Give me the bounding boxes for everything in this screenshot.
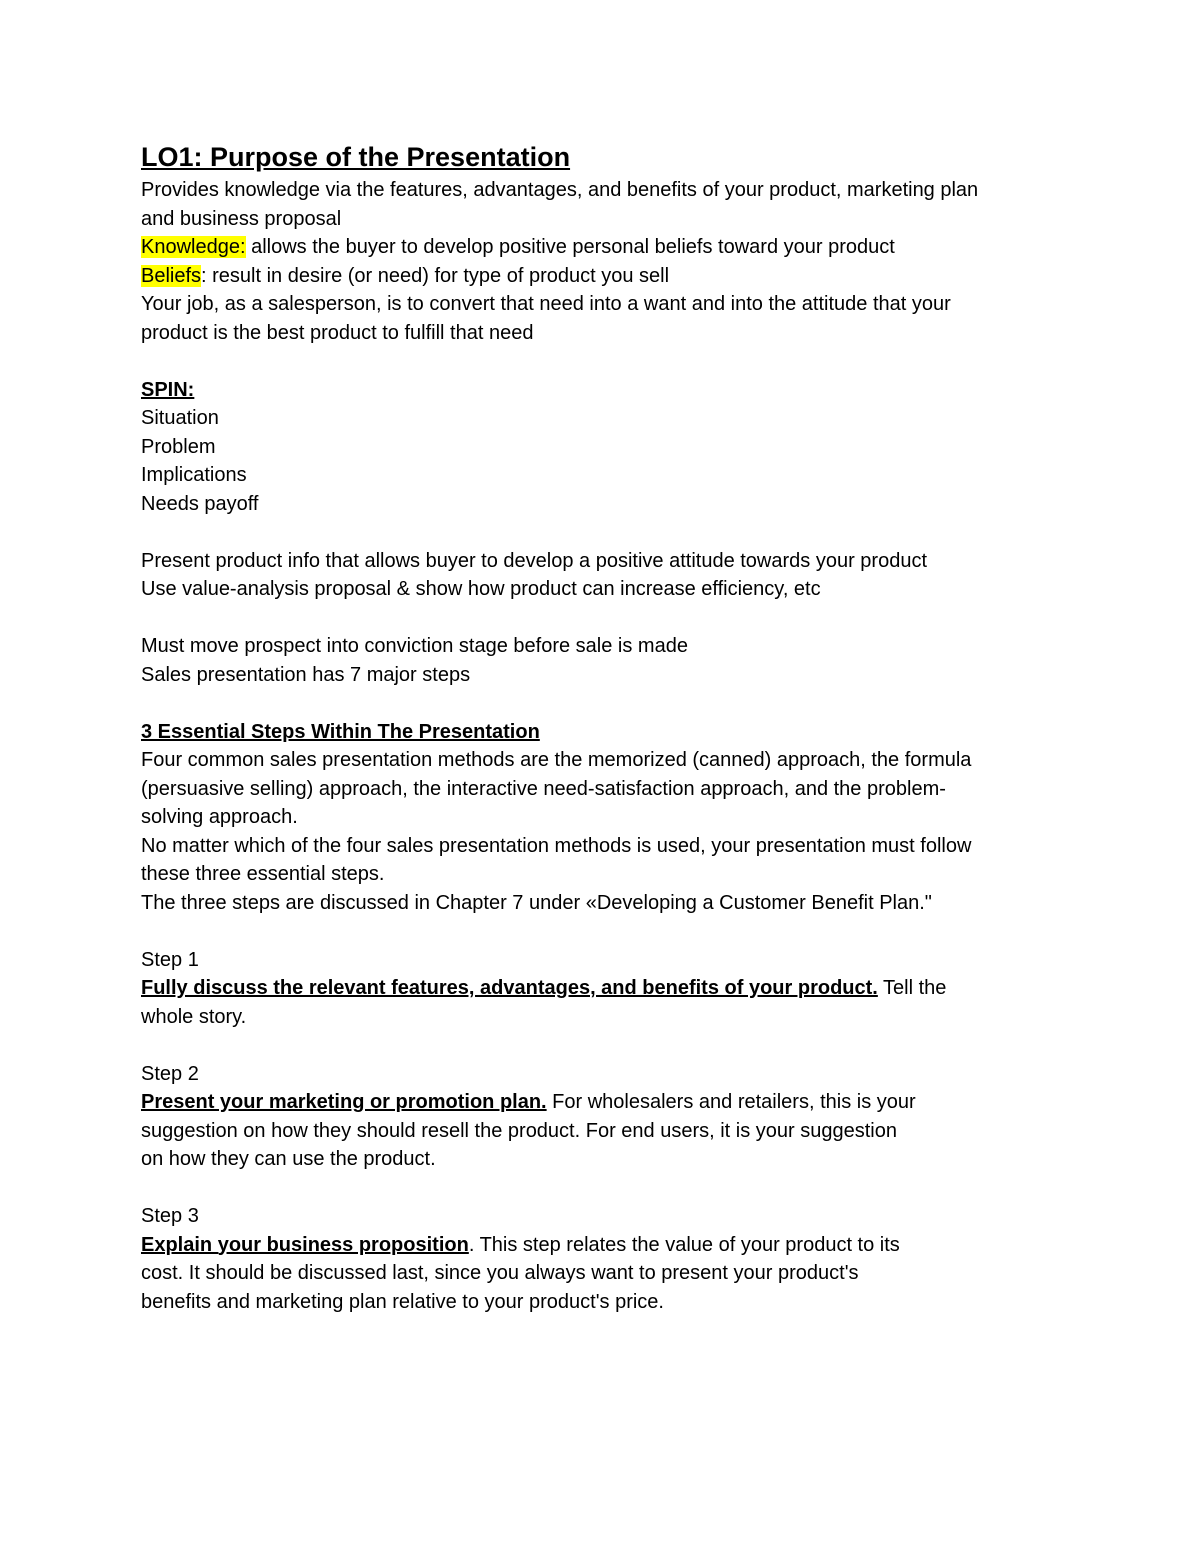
- conviction-line-1: Must move prospect into conviction stage before sale is made: [141, 635, 688, 657]
- spacer: [141, 518, 1061, 547]
- present-line-1: Present product info that allows buyer to develop a positive attitude towards your product: [141, 549, 928, 572]
- step-2-line-2: suggestion on how they should resell the product. For end users, it is your suggestion: [141, 1119, 897, 1142]
- document-page: [141, 140, 1061, 1316]
- step-3-line-3: benefits and marketing plan relative to your product's price.: [141, 1290, 664, 1313]
- spacer: [141, 917, 1061, 946]
- step-1-lead: Fully discuss the relevant features, advantages, and benefits of your product.: [141, 977, 878, 999]
- chapter-line: The three steps are discussed in Chapter 7 under «Developing a Customer Benefit Plan.": [141, 891, 932, 914]
- beliefs-term: Beliefs: [141, 264, 202, 287]
- knowledge-text: allows the buyer to develop positive personal beliefs toward your product: [245, 236, 895, 258]
- step-2-lead: Present your marketing or promotion plan.: [141, 1091, 547, 1113]
- spacer: [141, 689, 1061, 718]
- methods-line-3: solving approach.: [141, 806, 298, 828]
- step-2-line-3: on how they can use the product.: [141, 1148, 436, 1170]
- essential-steps-heading: 3 Essential Steps Within The Presentation: [141, 720, 540, 743]
- step-3-label: Step 3: [141, 1205, 199, 1227]
- knowledge-term: Knowledge:: [141, 236, 246, 258]
- step-3-lead: Explain your business proposition: [141, 1233, 469, 1256]
- step-2-rest: For wholesalers and retailers, this is your: [546, 1091, 916, 1113]
- spacer: [141, 1174, 1061, 1203]
- methods-line-1: Four common sales presentation methods are the memorized (canned) approach, the formula: [141, 749, 972, 771]
- beliefs-definition: [141, 262, 1061, 291]
- conviction-line-2: Sales presentation has 7 major steps: [141, 663, 471, 686]
- spin-item-situation: Situation: [141, 407, 219, 429]
- matter-line-1: No matter which of the four sales presentation methods is used, your presentation must follow: [141, 834, 972, 857]
- spin-item-implications: Implications: [141, 464, 247, 486]
- step-3-line-1: [141, 1231, 1061, 1260]
- step-2-line-1: [141, 1088, 1061, 1117]
- step-3-rest: . This step relates the value of your product to its: [468, 1233, 900, 1256]
- step-2-label: Step 2: [141, 1062, 199, 1085]
- page-title: LO1: Purpose of the Presentation: [141, 142, 571, 172]
- job-line-1: Your job, as a salesperson, is to convert that need into a want and into the attitude that your: [141, 293, 951, 315]
- step-1-rest: Tell the: [877, 977, 947, 999]
- spin-heading: SPIN:: [141, 378, 195, 401]
- spacer: [141, 1031, 1061, 1060]
- intro-line-2: and business proposal: [141, 207, 342, 230]
- spin-item-problem: Problem: [141, 435, 216, 458]
- step-1-line-2: whole story.: [141, 1005, 247, 1028]
- present-line-2: Use value-analysis proposal & show how product can increase efficiency, etc: [141, 578, 821, 600]
- spin-item-needs-payoff: Needs payoff: [141, 492, 259, 515]
- spacer: [141, 604, 1061, 633]
- beliefs-text: : result in desire (or need) for type of product you sell: [201, 264, 670, 287]
- matter-line-2: these three essential steps.: [141, 863, 385, 885]
- intro-line-1: Provides knowledge via the features, advantages, and benefits of your product, marketing plan: [141, 179, 979, 201]
- methods-line-2: (persuasive selling) approach, the interactive need-satisfaction approach, and the problem-: [141, 777, 946, 800]
- job-line-2: product is the best product to fulfill that need: [141, 321, 534, 344]
- step-1-label: Step 1: [141, 948, 199, 971]
- step-3-line-2: cost. It should be discussed last, since you always want to present your product's: [141, 1262, 859, 1284]
- knowledge-definition: [141, 233, 1061, 262]
- step-1-line-1: [141, 974, 1061, 1003]
- spacer: [141, 347, 1061, 376]
